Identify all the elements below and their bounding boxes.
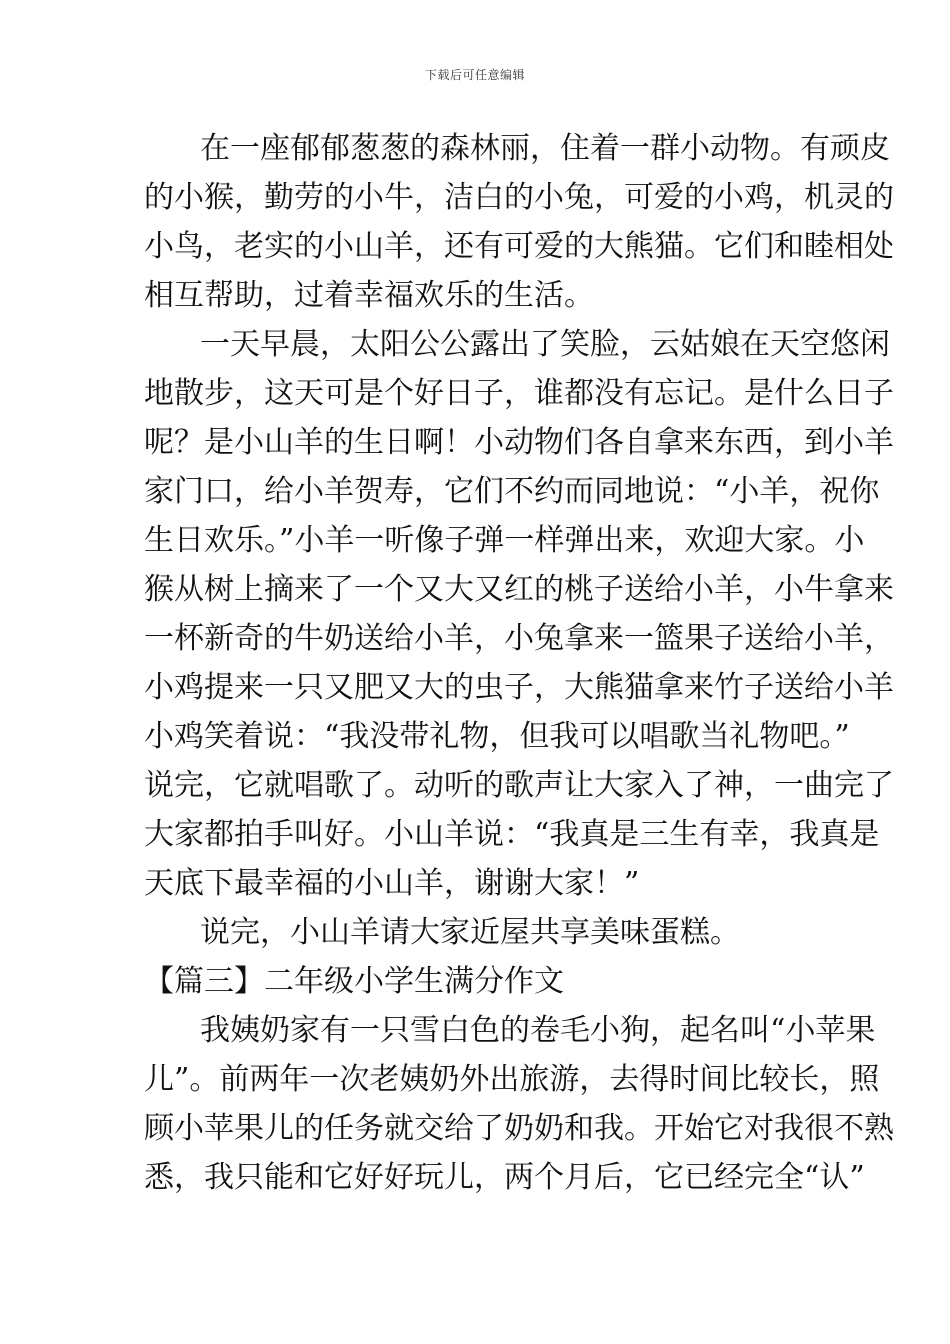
text-line: 相互帮助，过着幸福欢乐的生活。 bbox=[144, 278, 594, 313]
paragraph-first-line: 在一座郁郁葱葱的森林丽，住着一群小动物。有顽皮 bbox=[200, 131, 890, 166]
text-line: 一杯新奇的牛奶送给小羊，小兔拿来一篮果子送给小羊， bbox=[144, 621, 894, 656]
header-note: 下载后可任意编辑 bbox=[424, 68, 525, 82]
text-line: 天底下最幸福的小山羊，谢谢大家！” bbox=[144, 866, 640, 901]
text-line: 呢？是小山羊的生日啊！小动物们各自拿来东西，到小羊 bbox=[144, 425, 894, 460]
text-line: 小鸟，老实的小山羊，还有可爱的大熊猫。它们和睦相处 bbox=[144, 229, 894, 264]
text-line: 家门口，给小羊贺寿，它们不约而同地说：“小羊，祝你 bbox=[144, 474, 880, 509]
text-line: 儿”。前两年一次老姨奶外出旅游，去得时间比较长，照 bbox=[144, 1062, 880, 1097]
text-line: 地散步，这天可是个好日子，谁都没有忘记。是什么日子 bbox=[144, 376, 894, 411]
text-line: 猴从树上摘来了一个又大又红的桃子送给小羊，小牛拿来 bbox=[144, 572, 894, 607]
text-line: 小鸡提来一只又肥又大的虫子，大熊猫拿来竹子送给小羊 bbox=[144, 670, 894, 705]
text-line: 悉，我只能和它好好玩儿，两个月后，它已经完全“认” bbox=[144, 1160, 865, 1195]
text-line: 小鸡笑着说：“我没带礼物，但我可以唱歌当礼物吧。” bbox=[144, 719, 850, 754]
text-line: 顾小苹果儿的任务就交给了奶奶和我。开始它对我很不熟 bbox=[144, 1111, 894, 1146]
paragraph-first-line: 说完，小山羊请大家近屋共享美味蛋糕。 bbox=[200, 915, 740, 950]
text-line: 生日欢乐。”小羊一听像子弹一样弹出来，欢迎大家。小 bbox=[144, 523, 865, 558]
text-line: 【篇三】二年级小学生满分作文 bbox=[144, 964, 564, 999]
text-line: 说完，它就唱歌了。动听的歌声让大家入了神，一曲完了 bbox=[144, 768, 894, 803]
paragraph-first-line: 一天早晨，太阳公公露出了笑脸，云姑娘在天空悠闲 bbox=[200, 327, 890, 362]
document-body bbox=[144, 124, 894, 1202]
text-line: 大家都拍手叫好。小山羊说：“我真是三生有幸，我真是 bbox=[144, 817, 880, 852]
text-line: 的小猴，勤劳的小牛，洁白的小兔，可爱的小鸡，机灵的 bbox=[144, 180, 894, 215]
paragraph-first-line: 我姨奶家有一只雪白色的卷毛小狗，起名叫“小苹果 bbox=[200, 1013, 876, 1048]
